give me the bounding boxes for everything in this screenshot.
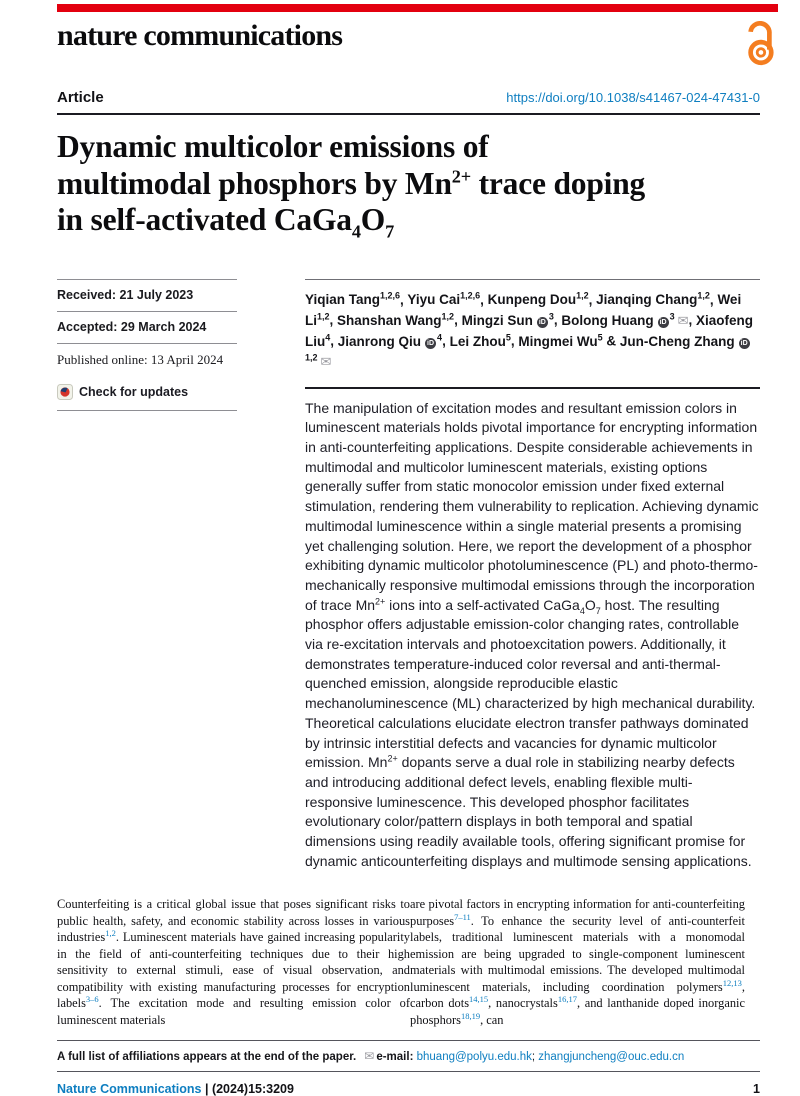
affiliation-superscript: 5 <box>597 332 603 343</box>
affiliation-superscript: 1,2 <box>441 311 455 322</box>
citation-text: (2024)15:3209 <box>211 1082 294 1096</box>
accepted-date: Accepted: 29 March 2024 <box>57 311 237 343</box>
email-separator: ; <box>531 1051 539 1064</box>
affiliation-superscript: 5 <box>505 332 511 343</box>
affiliation-superscript: 1,2 <box>576 290 589 301</box>
orcid-icon[interactable]: iD <box>659 318 667 326</box>
author-name: Yiqian Tang$^{1,2,6}$ <box>305 290 401 308</box>
affiliation-superscript: 3 <box>669 311 675 322</box>
affiliation-superscript: 3 <box>548 311 554 322</box>
citation-divider: | <box>204 1082 212 1096</box>
author-name: Shanshan Wang$^{1,2}$ <box>337 311 455 328</box>
check-for-updates-label: Check for updates <box>79 384 189 399</box>
journal-name-link[interactable]: Nature Communications <box>57 1082 202 1096</box>
orcid-icon[interactable]: iD <box>427 339 435 347</box>
abstract-text: The manipulation of excitation modes and resultant emission colors in luminescent materials holds pivotal importance for encrypting information in anti-counterfeiting applications. Despite considerable achievements in multimodal and multicolor luminescent materials, existing options generally suffer from static monocolor emission under fixed external stimulation, rendering them vulnerability to replication. Achieving dynamic multimodal luminescence within a single material presents a promising yet challenging solution. Here, we report the development of a phosphor exhibiting dynamic multicolor photoluminescence (PL) and photo-thermo-mechanically responsive multimodal emissions through the incorporation of trace $Mn^{2+}$ ions into a self-activated $CaGa_4O_7$ host. The resulting phosphor offers adjustable emission-color changing rates, controllable via re-excitation intervals and photoexcitation powers. Additionally, it demonstrates temperature-induced color reversal and anti-thermal-quenched emission, alongside reproducible elastic mechanoluminescence (ML) characterized by high mechanical durability. Theoretical calculations elucidate electron transfer pathways dominated by intrinsic interstitial defects and vacancies for dynamic multicolor emission. $Mn^{2+}$ dopants serve a dual role in stabilizing nearby defects and introducing additional defect levels, enabling flexible multi-responsive luminescence. This developed phosphor facilitates evolutionary color/pattern displays in both temporal and spatial dimensions using readily available tools, offering significant promise for dynamic anticounterfeiting displays and multimode sensing applications. <box>305 399 759 869</box>
citation-ref[interactable]: 3–6 <box>85 994 99 1005</box>
paper-title: Dynamic multicolor emissions of multimodal phosphors by $Mn^{2+}$ trace doping in self-activated $CaGa_4O_7$ <box>57 129 646 242</box>
author-name: Lei Zhou$^5$ <box>449 332 511 349</box>
citation-ref[interactable]: 14,15 <box>469 994 489 1005</box>
page-number: 1 <box>753 1082 760 1096</box>
author-name: Yiyu Cai$^{1,2,6}$ <box>407 290 481 308</box>
affiliation-superscript: 1,2,6 <box>460 290 481 301</box>
subscript: 7 <box>385 221 394 242</box>
article-page <box>0 4 800 1096</box>
email-link-2[interactable]: zhangjuncheng@ouc.edu.cn <box>538 1051 685 1064</box>
journal-footer-row <box>57 1072 760 1096</box>
citation-ref[interactable]: 1,2 <box>105 928 116 939</box>
citation-ref[interactable]: 7–11 <box>454 911 471 922</box>
crossmark-icon <box>57 384 73 400</box>
orcid-icon[interactable]: iD <box>740 339 748 347</box>
author-name: Xiaofeng Liu$^4$ <box>305 312 754 349</box>
corresponding-author-icon[interactable]: ✉ <box>320 354 332 370</box>
received-date: Received: 21 July 2023 <box>57 279 237 311</box>
abstract-block <box>305 387 760 872</box>
superscript: 2+ <box>387 753 398 764</box>
superscript: 2+ <box>451 166 471 187</box>
citation-ref[interactable]: 16,17 <box>557 994 577 1005</box>
intro-right-column: are pivotal factors in encrypting information for anti-counterfeiting purposes$^{7-11}$. To enhance the security level of anti-counterfeit labels, traditional luminescent materials with a monomodal emission are being upgraded to single-component luminescent materials with multimodal emissions. The developed multimodal luminescent materials, including coordination polymers$^{12,13}$, carbon dots$^{14,15}$, nanocrystals$^{16,17}$, and lanthanide doped inorganic phosphors$^{18,19}$, can <box>410 897 745 1027</box>
affiliation-note: A full list of affiliations appears at the end of the paper. <box>57 1051 357 1064</box>
email-link-1[interactable]: bhuang@polyu.edu.hk <box>416 1051 532 1064</box>
dates-column <box>57 279 237 872</box>
meta-abstract-row <box>57 279 760 872</box>
author-name: Jianqing Chang$^{1,2}$ <box>596 290 710 308</box>
affiliation-superscript: 1,2 <box>697 290 710 301</box>
author-name: Kunpeng Dou$^{1,2}$ <box>487 290 589 308</box>
introduction-columns <box>57 896 760 1028</box>
citation-ref[interactable]: 12,13 <box>722 977 742 988</box>
article-bar <box>57 89 760 106</box>
right-column <box>305 279 760 872</box>
email-envelope-icon: ✉ <box>364 1049 375 1064</box>
email-label: e-mail: <box>376 1051 414 1064</box>
affiliation-superscript: 1,2 <box>305 352 318 363</box>
intro-left-column: Counterfeiting is a critical global issue that poses significant risks to public health, safety, and economic stability across losses in various industries$^{1,2}$. Luminescent materials have gained increasing popularity in the field of anti-counterfeiting techniques due to their high sensitivity to external stimuli, ease of visual observation, and compatibility with existing manufacturing processes for encryption labels$^{3-6}$. The excitation mode and resulting emission color of luminescent materials <box>57 897 410 1027</box>
affiliation-note-row <box>57 1041 760 1071</box>
nature-red-bar <box>57 4 778 12</box>
article-type-label: Article <box>57 89 104 106</box>
affiliation-superscript: 1,2,6 <box>380 290 401 301</box>
check-for-updates-button[interactable] <box>57 377 237 411</box>
author-name: Bolong Huang $iD^3$ ✉ <box>561 311 689 328</box>
superscript: 2+ <box>375 595 386 606</box>
subscript: 4 <box>579 605 585 616</box>
doi-link[interactable]: https://doi.org/10.1038/s41467-024-47431-0 <box>506 90 760 105</box>
masthead <box>57 19 760 65</box>
journal-logo: nature communications <box>57 19 343 52</box>
subscript: 4 <box>351 221 361 242</box>
open-access-icon <box>745 21 775 67</box>
subscript: 7 <box>595 605 601 616</box>
author-name: Jun-Cheng Zhang iD$^{1,2}$ ✉ <box>305 333 748 370</box>
journal-citation <box>57 1082 294 1096</box>
author-list: Yiqian Tang$^{1,2,6}$, Yiyu Cai$^{1,2,6}$, Kunpeng Dou$^{1,2}$, Jianqing Chang$^{1,2}$, Wei Li$^{1,2}$, Shanshan Wang$^{1,2}$, Mingzi Sun $iD^3$, Bolong Huang $iD^3$ ✉, Xiaofeng Liu$^4$, Jianrong Qiu $iD^4$, Lei Zhou$^5$, Mingmei Wu$^5$ & Jun-Cheng Zhang iD$^{1,2}$ ✉ <box>305 279 760 373</box>
author-name: Mingzi Sun $iD^3$ <box>461 311 554 328</box>
author-name: Mingmei Wu$^5$ <box>518 332 603 349</box>
author-name: Jianrong Qiu $iD^4$ <box>337 332 443 349</box>
affiliation-superscript: 4 <box>325 332 331 343</box>
orcid-icon[interactable]: iD <box>538 318 546 326</box>
affiliation-superscript: 4 <box>437 332 443 343</box>
citation-ref[interactable]: 18,19 <box>460 1010 481 1021</box>
corresponding-author-icon[interactable]: ✉ <box>677 312 689 328</box>
published-date: Published online: 13 April 2024 <box>57 343 237 377</box>
affiliation-superscript: 1,2 <box>317 311 330 322</box>
header-rule <box>57 113 760 115</box>
author-name: Wei Li$^{1,2}$ <box>305 292 742 328</box>
